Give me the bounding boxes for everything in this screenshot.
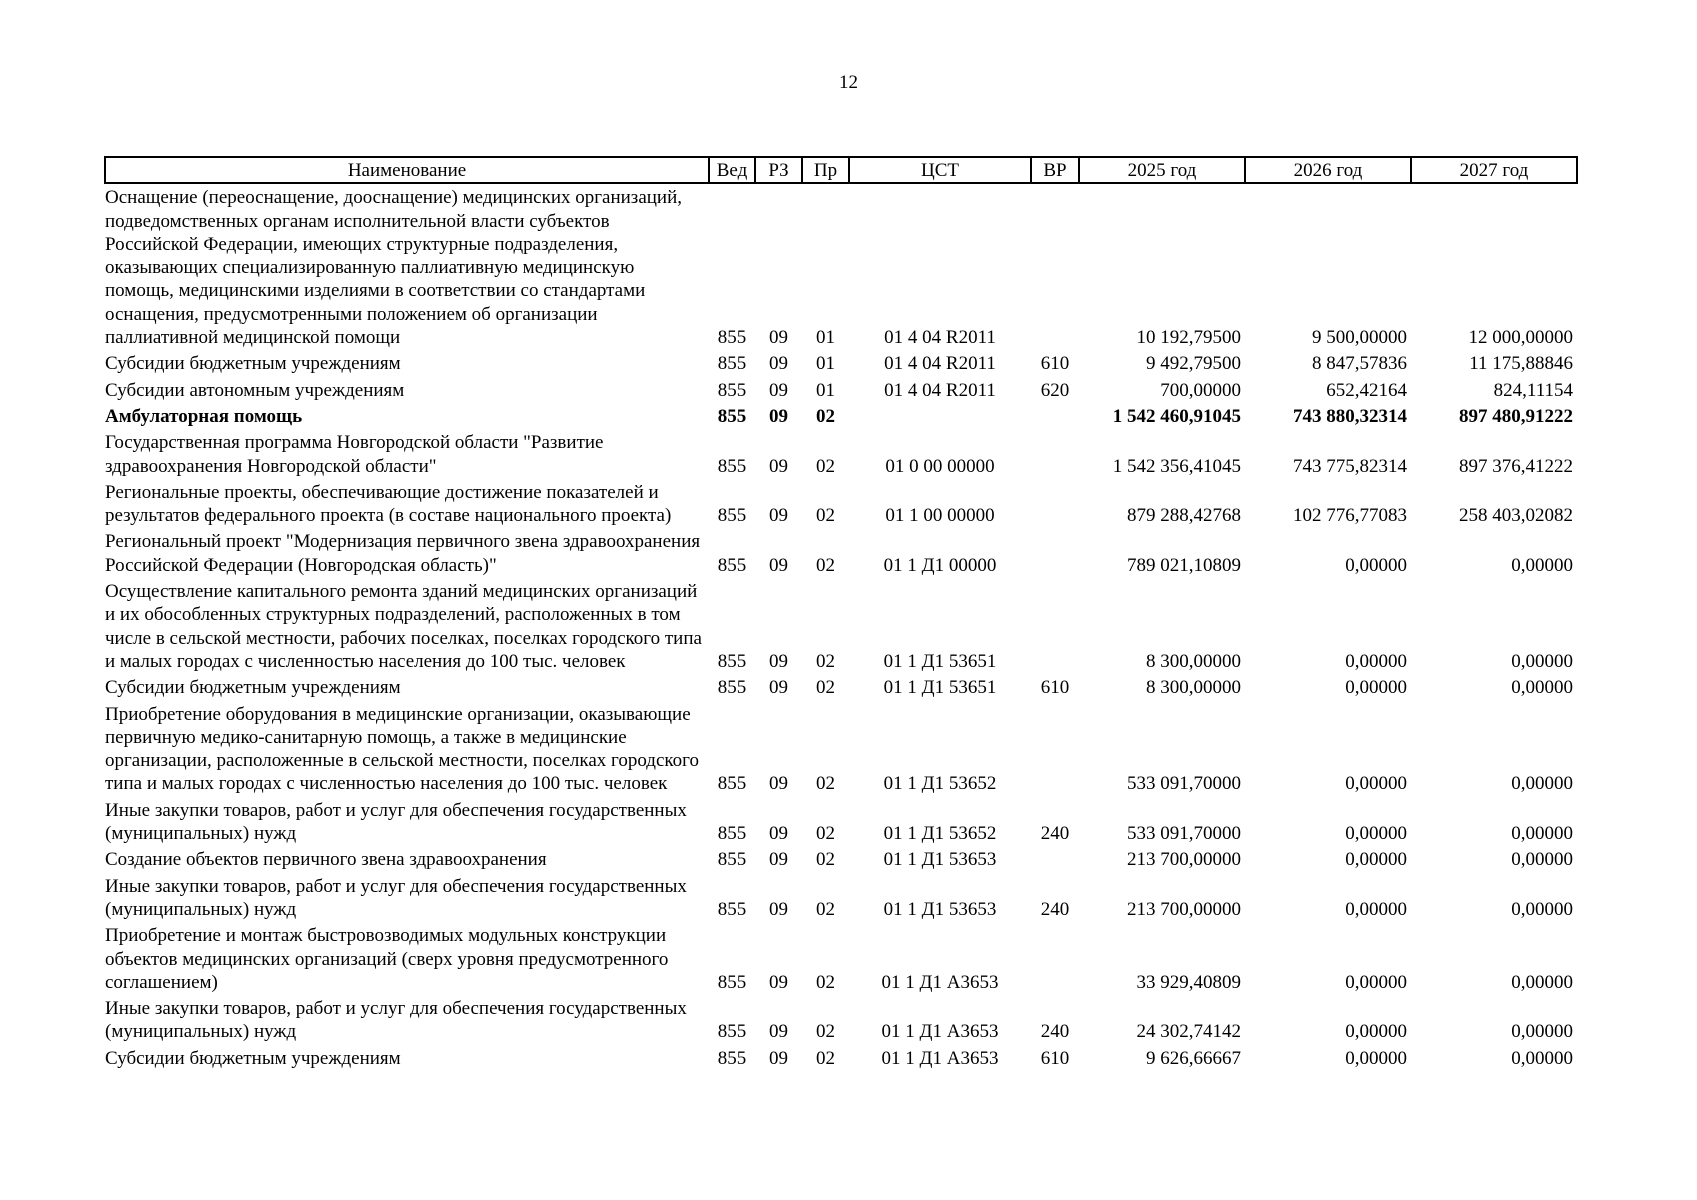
- cell-rz: 09: [769, 353, 788, 375]
- cell-2026: 0,00000: [1345, 849, 1407, 871]
- header-name: Наименование: [105, 157, 709, 183]
- cell-name: Амбулаторная помощь: [105, 405, 303, 427]
- cell-ved: 855: [717, 327, 747, 349]
- header-rz: РЗ: [755, 157, 802, 183]
- table-row: [105, 701, 1577, 797]
- cell-2025: 213 700,00000: [1127, 849, 1241, 871]
- cell-2025: 879 288,42768: [1127, 505, 1241, 527]
- cell-2026: 743 775,82314: [1293, 455, 1407, 477]
- cell-ved: 855: [717, 677, 747, 699]
- cell-vr: [1031, 479, 1079, 529]
- cell-vr: [1031, 922, 1079, 995]
- cell-2027: 0,00000: [1511, 1047, 1573, 1069]
- cell-2026: 0,00000: [1345, 898, 1407, 920]
- cell-2025: 8 300,00000: [1146, 677, 1241, 699]
- cell-vr: [1031, 403, 1079, 429]
- cell-cst: 01 1 Д1 А3653: [881, 971, 999, 993]
- cell-vr: [1031, 701, 1079, 797]
- cell-rz: 09: [769, 677, 788, 699]
- table-row: [105, 403, 1577, 429]
- cell-ved: 855: [717, 898, 747, 920]
- cell-2025: 8 300,00000: [1146, 650, 1241, 672]
- cell-ved: 855: [717, 823, 747, 845]
- table-row: [105, 995, 1577, 1045]
- cell-ved: 855: [717, 773, 747, 795]
- cell-2027: 0,00000: [1511, 849, 1573, 871]
- header-cst: ЦСТ: [849, 157, 1031, 183]
- table-row: [105, 1045, 1577, 1071]
- cell-2025: 533 091,70000: [1127, 773, 1241, 795]
- cell-name: Оснащение (переоснащение, дооснащение) медицинских организаций, подведомственных органам исполнительной власти субъектов Российской Федерации, имеющих структурные подразделения, оказывающих специализированную паллиативную медицинскую помощь, медицинскими изделиями в соответствии со стандартами оснащения, предусмотренными положением об организации паллиативной медицинской помощи: [105, 187, 683, 349]
- cell-2027: 0,00000: [1511, 823, 1573, 845]
- cell-pr: 01: [816, 379, 835, 401]
- cell-2027: 0,00000: [1511, 773, 1573, 795]
- cell-vr: [1031, 429, 1079, 479]
- cell-pr: 02: [816, 505, 835, 527]
- cell-pr: 01: [816, 327, 835, 349]
- cell-cst: 01 1 Д1 00000: [883, 554, 997, 576]
- cell-2027: 824,11154: [1493, 379, 1573, 401]
- cell-cst: 01 4 04 R2011: [884, 353, 996, 375]
- header-ved: Вед: [709, 157, 755, 183]
- cell-rz: 09: [769, 971, 788, 993]
- cell-vr: 610: [1040, 353, 1070, 375]
- cell-ved: 855: [717, 650, 747, 672]
- cell-2026: 8 847,57836: [1312, 353, 1407, 375]
- cell-vr: [1031, 578, 1079, 674]
- table-row: [105, 377, 1577, 403]
- cell-2026: 9 500,00000: [1312, 327, 1407, 349]
- cell-vr: [1031, 528, 1079, 578]
- cell-cst: 01 1 00 00000: [885, 505, 995, 527]
- cell-vr: [1031, 846, 1079, 872]
- cell-ved: 855: [717, 405, 747, 427]
- cell-pr: 02: [816, 773, 835, 795]
- cell-pr: 02: [816, 650, 835, 672]
- cell-cst: 01 1 Д1 53652: [883, 773, 997, 795]
- cell-vr: 240: [1040, 1021, 1070, 1043]
- cell-name: Региональные проекты, обеспечивающие достижение показателей и результатов федерального проекта (в составе национального проекта): [105, 481, 672, 527]
- table-row: [105, 479, 1577, 529]
- cell-2026: 0,00000: [1345, 677, 1407, 699]
- cell-2027: 897 480,91222: [1459, 405, 1573, 427]
- cell-cst: 01 1 Д1 А3653: [881, 1047, 999, 1069]
- cell-2026: 0,00000: [1345, 650, 1407, 672]
- cell-pr: 02: [816, 677, 835, 699]
- cell-2025: 33 929,40809: [1136, 971, 1241, 993]
- cell-2027: 0,00000: [1511, 1021, 1573, 1043]
- cell-rz: 09: [769, 849, 788, 871]
- table-row: [105, 528, 1577, 578]
- cell-cst: 01 1 Д1 53651: [883, 650, 997, 672]
- header-vr: ВР: [1031, 157, 1079, 183]
- cell-2025: 533 091,70000: [1127, 823, 1241, 845]
- cell-name: Субсидии бюджетным учреждениям: [105, 677, 401, 699]
- cell-pr: 02: [816, 455, 835, 477]
- cell-vr: 240: [1040, 898, 1070, 920]
- cell-cst: 01 1 Д1 53653: [883, 849, 997, 871]
- table-body: [105, 183, 1577, 1071]
- cell-name: Иные закупки товаров, работ и услуг для обеспечения государственных (муниципальных) нужд: [105, 875, 687, 920]
- cell-2027: 12 000,00000: [1468, 327, 1573, 349]
- cell-rz: 09: [769, 1021, 788, 1043]
- cell-vr: 610: [1040, 1047, 1070, 1069]
- cell-pr: 02: [816, 823, 835, 845]
- cell-ved: 855: [717, 353, 747, 375]
- cell-2025: 1 542 356,41045: [1112, 455, 1241, 477]
- header-2026: 2026 год: [1245, 157, 1411, 183]
- table-row: [105, 797, 1577, 847]
- cell-rz: 09: [769, 379, 788, 401]
- cell-name: Субсидии автономным учреждениям: [105, 379, 405, 401]
- cell-name: Региональный проект "Модернизация первичного звена здравоохранения Российской Федерации (Новгородская область)": [105, 531, 701, 576]
- table-row: [105, 183, 1577, 350]
- cell-2027: 897 376,41222: [1459, 455, 1573, 477]
- table-row: [105, 922, 1577, 995]
- cell-ved: 855: [717, 971, 747, 993]
- cell-name: Приобретение и монтаж быстровозводимых модульных конструкции объектов медицинских организаций (сверх уровня предусмотренного соглашением): [105, 925, 669, 993]
- page-number: 12: [839, 72, 858, 93]
- cell-pr: 02: [816, 1021, 835, 1043]
- cell-ved: 855: [717, 379, 747, 401]
- cell-name: Субсидии бюджетным учреждениям: [105, 1047, 401, 1069]
- cell-2025: 213 700,00000: [1127, 898, 1241, 920]
- cell-ved: 855: [717, 505, 747, 527]
- cell-2026: 0,00000: [1345, 1047, 1407, 1069]
- cell-2027: 0,00000: [1511, 554, 1573, 576]
- cell-2027: 0,00000: [1511, 971, 1573, 993]
- cell-2025: 1 542 460,91045: [1112, 405, 1241, 427]
- table-row: [105, 429, 1577, 479]
- cell-rz: 09: [769, 455, 788, 477]
- cell-cst: 01 0 00 00000: [885, 455, 995, 477]
- cell-vr: 620: [1040, 379, 1070, 401]
- cell-name: Иные закупки товаров, работ и услуг для обеспечения государственных (муниципальных) нужд: [105, 998, 687, 1043]
- table-row: [105, 350, 1577, 376]
- cell-pr: 02: [816, 405, 835, 427]
- cell-pr: 01: [816, 353, 835, 375]
- cell-2027: 0,00000: [1511, 677, 1573, 699]
- cell-name: Приобретение оборудования в медицинские организации, оказывающие первичную медико-санитарную помощь, а также в медицинские организации, расположенные в сельской местности, поселках городского типа и малых городах с численностью населения до 100 тыс. человек: [105, 703, 699, 795]
- cell-2025: 10 192,79500: [1136, 327, 1241, 349]
- cell-pr: 02: [816, 971, 835, 993]
- cell-rz: 09: [769, 823, 788, 845]
- cell-rz: 09: [769, 1047, 788, 1069]
- cell-vr: 610: [1040, 677, 1070, 699]
- cell-2025: 9 492,79500: [1146, 353, 1241, 375]
- cell-rz: 09: [769, 327, 788, 349]
- cell-ved: 855: [717, 455, 747, 477]
- cell-2026: 0,00000: [1345, 823, 1407, 845]
- cell-2026: 652,42164: [1326, 379, 1407, 401]
- cell-cst: 01 1 Д1 А3653: [881, 1021, 999, 1043]
- table-row: [105, 846, 1577, 872]
- cell-rz: 09: [769, 773, 788, 795]
- table-row: [105, 674, 1577, 700]
- cell-cst: 01 1 Д1 53651: [883, 677, 997, 699]
- cell-cst: [849, 403, 1031, 429]
- cell-2027: 0,00000: [1511, 898, 1573, 920]
- cell-vr: [1031, 183, 1079, 350]
- cell-rz: 09: [769, 650, 788, 672]
- cell-2026: 0,00000: [1345, 773, 1407, 795]
- cell-name: Государственная программа Новгородской области "Развитие здравоохранения Новгородской области": [105, 432, 604, 477]
- cell-rz: 09: [769, 505, 788, 527]
- cell-name: Создание объектов первичного звена здравоохранения: [105, 849, 547, 871]
- cell-2027: 11 175,88846: [1469, 353, 1573, 375]
- cell-cst: 01 1 Д1 53653: [883, 898, 997, 920]
- cell-2025: 789 021,10809: [1127, 554, 1241, 576]
- cell-name: Иные закупки товаров, работ и услуг для обеспечения государственных (муниципальных) нужд: [105, 799, 687, 845]
- cell-vr: 240: [1040, 823, 1070, 845]
- cell-2026: 102 776,77083: [1293, 505, 1407, 527]
- cell-2025: 9 626,66667: [1146, 1047, 1241, 1069]
- cell-rz: 09: [769, 405, 788, 427]
- cell-pr: 02: [816, 554, 835, 576]
- cell-ved: 855: [717, 1021, 747, 1043]
- cell-2025: 24 302,74142: [1136, 1021, 1241, 1043]
- header-pr: Пр: [802, 157, 849, 183]
- cell-pr: 02: [816, 1047, 835, 1069]
- cell-2026: 0,00000: [1345, 554, 1407, 576]
- cell-2025: 700,00000: [1160, 379, 1241, 401]
- cell-cst: 01 1 Д1 53652: [883, 823, 997, 845]
- cell-2027: 0,00000: [1511, 650, 1573, 672]
- table-row: [105, 873, 1577, 923]
- cell-pr: 02: [816, 898, 835, 920]
- cell-2027: 258 403,02082: [1459, 505, 1573, 527]
- cell-name: Осуществление капитального ремонта зданий медицинских организаций и их обособленных структурных подразделений, расположенных в том числе в сельской местности, рабочих поселках, поселках городского типа и малых городах с численностью населения до 100 тыс. человек: [105, 581, 702, 672]
- budget-table: [104, 156, 1578, 1071]
- header-2025: 2025 год: [1079, 157, 1245, 183]
- table-header-row: [105, 157, 1577, 183]
- cell-cst: 01 4 04 R2011: [884, 379, 996, 401]
- cell-ved: 855: [717, 554, 747, 576]
- cell-2026: 0,00000: [1345, 1021, 1407, 1043]
- cell-2026: 743 880,32314: [1293, 405, 1407, 427]
- cell-ved: 855: [717, 1047, 747, 1069]
- header-2027: 2027 год: [1411, 157, 1577, 183]
- cell-ved: 855: [717, 849, 747, 871]
- table-row: [105, 578, 1577, 674]
- cell-name: Субсидии бюджетным учреждениям: [105, 353, 401, 375]
- cell-rz: 09: [769, 898, 788, 920]
- cell-cst: 01 4 04 R2011: [884, 327, 996, 349]
- cell-2026: 0,00000: [1345, 971, 1407, 993]
- cell-rz: 09: [769, 554, 788, 576]
- cell-pr: 02: [816, 849, 835, 871]
